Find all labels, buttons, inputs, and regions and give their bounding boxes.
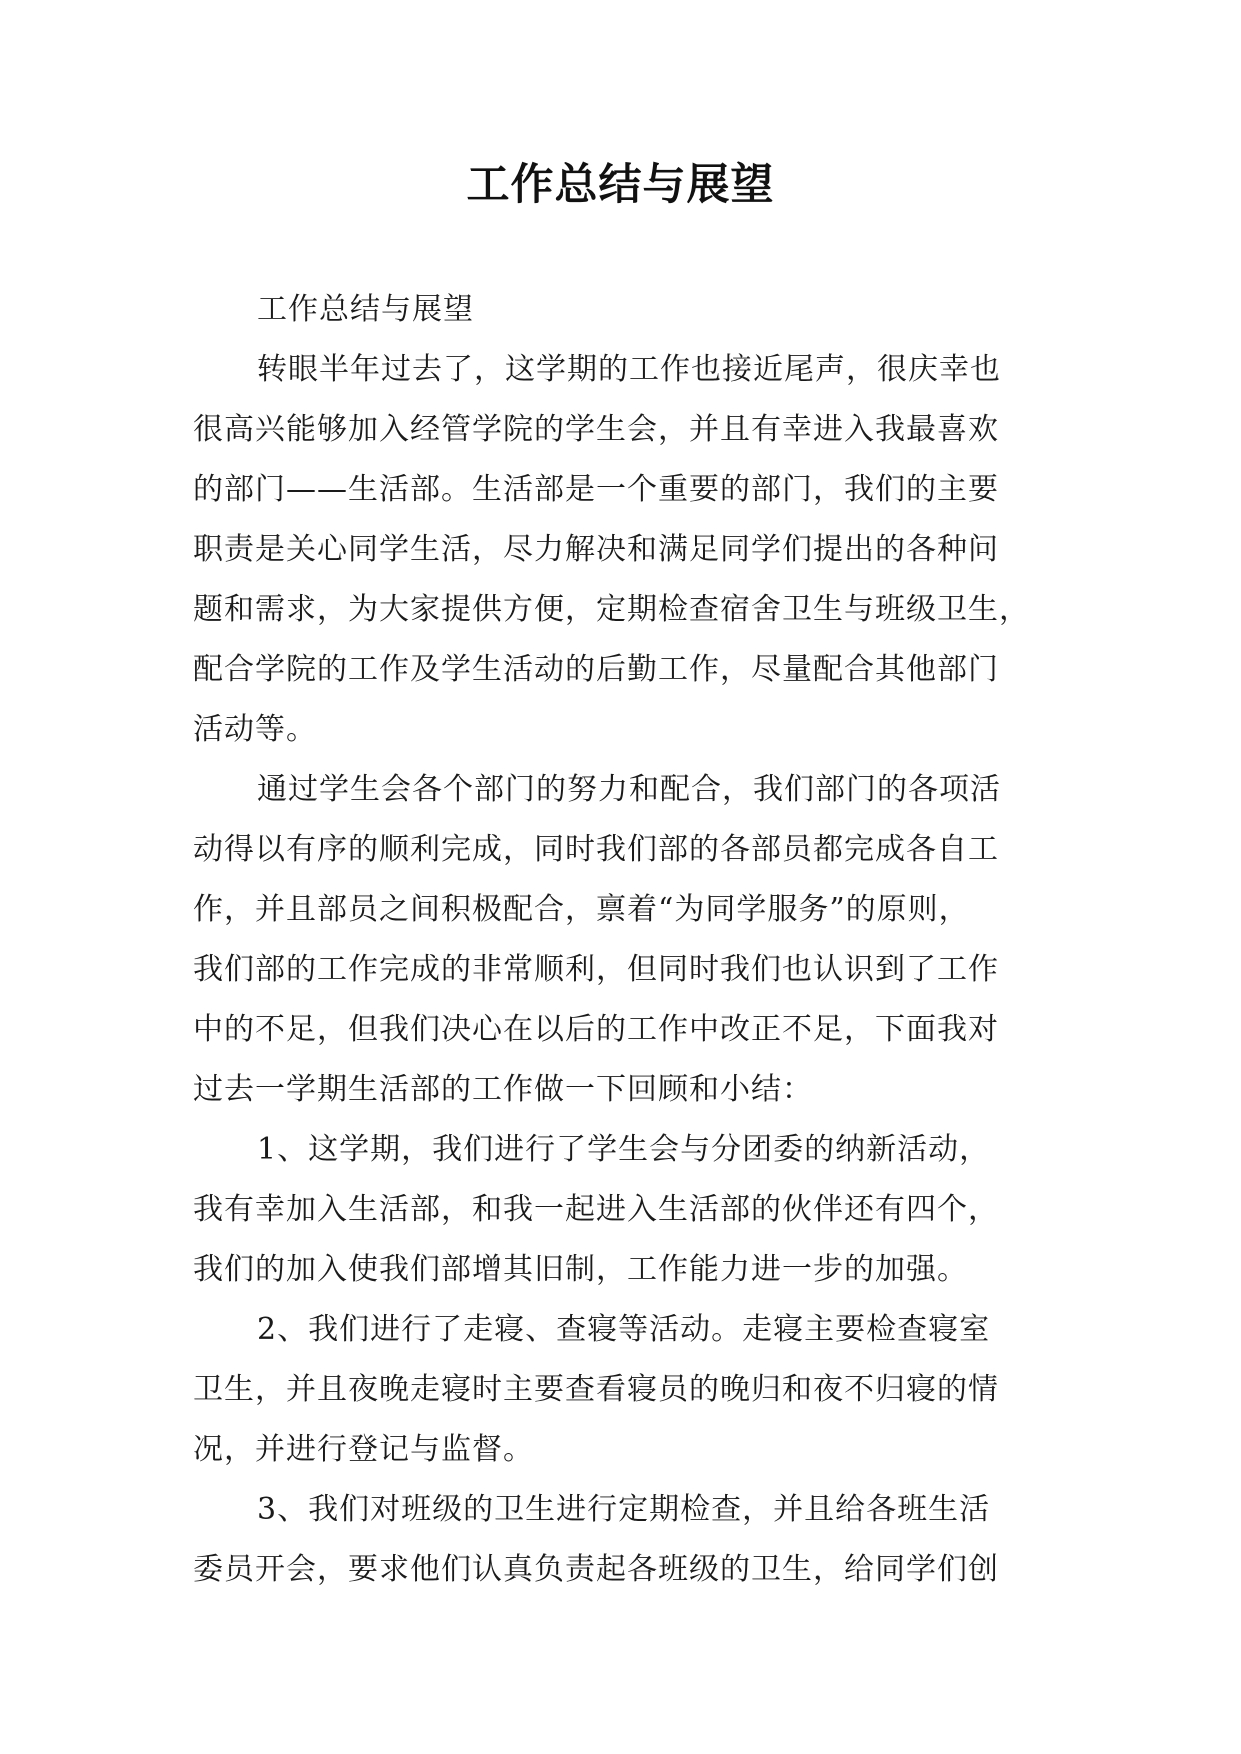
body-text-line: 作，并且部员之间积极配合，禀着“为同学服务”的原则，: [193, 892, 970, 927]
body-text-line: 我们的加入使我们部增其旧制，工作能力进一步的加强。: [193, 1252, 968, 1287]
body-text-line: 动得以有序的顺利完成，同时我们部的各部员都完成各自工: [193, 832, 999, 867]
body-text-line: 1、这学期，我们进行了学生会与分团委的纳新活动，: [257, 1132, 991, 1167]
body-text-line: 的部门——生活部。生活部是一个重要的部门，我们的主要: [193, 472, 999, 507]
body-text-line: 题和需求，为大家提供方便，定期检查宿舍卫生与班级卫生，: [193, 592, 1030, 627]
body-text-line: 职责是关心同学生活，尽力解决和满足同学们提出的各种问: [193, 532, 999, 567]
body-text-line: 况，并进行登记与监督。: [193, 1432, 534, 1467]
body-text-line: 我们部的工作完成的非常顺利，但同时我们也认识到了工作: [193, 952, 999, 987]
body-subtitle-line: 工作总结与展望: [257, 292, 474, 327]
document-body: [193, 288, 1053, 1592]
body-text-line: 3、我们对班级的卫生进行定期检查，并且给各班生活: [257, 1492, 991, 1527]
body-text-line: 配合学院的工作及学生活动的后勤工作，尽量配合其他部门: [193, 652, 999, 687]
body-text-line: 通过学生会各个部门的努力和配合，我们部门的各项活: [257, 772, 1001, 807]
body-text-line: 中的不足，但我们决心在以后的工作中改正不足，下面我对: [193, 1012, 999, 1047]
body-text-line: 我有幸加入生活部，和我一起进入生活部的伙伴还有四个，: [193, 1192, 999, 1227]
body-text-line: 卫生，并且夜晚走寝时主要查看寝员的晚归和夜不归寝的情: [193, 1372, 999, 1407]
body-text-line: 很高兴能够加入经管学院的学生会，并且有幸进入我最喜欢: [193, 412, 999, 447]
body-text-line: 活动等。: [193, 712, 317, 747]
body-text-line: 转眼半年过去了，这学期的工作也接近尾声，很庆幸也: [257, 352, 1001, 387]
body-text-line: 过去一学期生活部的工作做一下回顾和小结：: [193, 1072, 813, 1107]
document-title: 工作总结与展望: [466, 160, 775, 210]
body-text-line: 委员开会，要求他们认真负责起各班级的卫生，给同学们创: [193, 1552, 999, 1587]
body-text-line: 2、我们进行了走寝、查寝等活动。走寝主要检查寝室: [257, 1312, 991, 1347]
